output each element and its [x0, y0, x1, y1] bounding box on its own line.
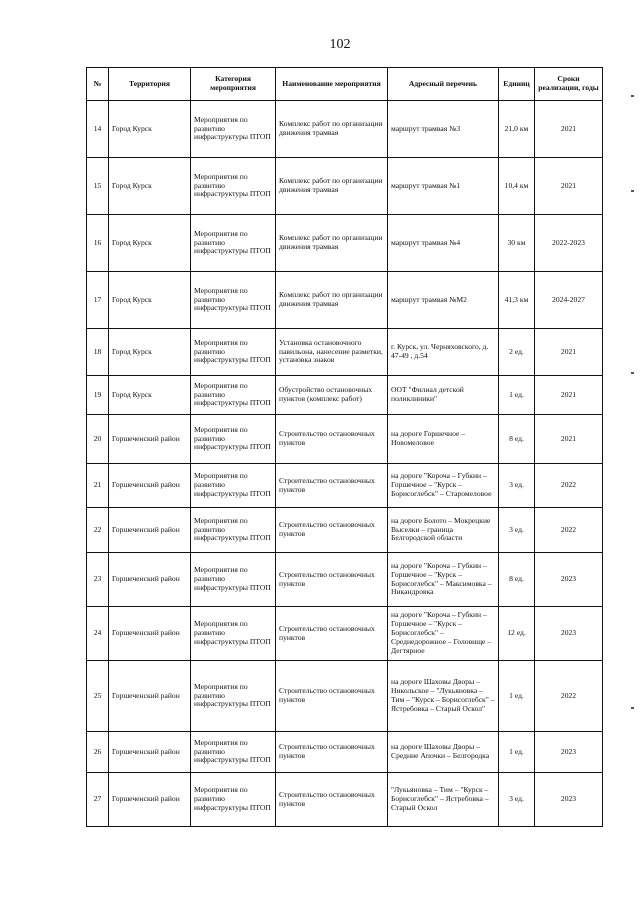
measure-name-cell: Строительство остановочных пунктов	[276, 464, 388, 508]
years-cell: 2023	[535, 773, 603, 827]
unit-cell: 8 ед.	[499, 415, 535, 464]
header-name: Наименование мероприятия	[276, 68, 388, 101]
table-row	[87, 158, 603, 215]
address-cell: на дороге Шаховы Дворы – Средние Апочки – Белгородка	[388, 732, 499, 773]
measure-name-cell: Комплекс работ по организации движения трамвая	[276, 101, 388, 158]
address-cell: маршрут трамвая №4	[388, 215, 499, 272]
row-number: 26	[87, 732, 109, 773]
table-row	[87, 415, 603, 464]
unit-cell: 3 ед.	[499, 773, 535, 827]
header-unit: Единиц	[499, 68, 535, 101]
category-cell: Мероприятия по развитию инфраструктуры ПТОП	[191, 101, 276, 158]
row-number: 20	[87, 415, 109, 464]
category-cell: Мероприятия по развитию инфраструктуры ПТОП	[191, 464, 276, 508]
row-number: 15	[87, 158, 109, 215]
measure-name-cell: Строительство остановочных пунктов	[276, 553, 388, 607]
measure-name-cell: Комплекс работ по организации движения трамвая	[276, 272, 388, 329]
territory-cell: Горшеченский район	[109, 661, 191, 732]
territory-cell: Горшеченский район	[109, 773, 191, 827]
address-cell: на дороге "Короча – Губкин – Горшечное – "Курск – Борисоглебск" – Максимовка – Никандровка	[388, 553, 499, 607]
unit-cell: 2 ед.	[499, 329, 535, 376]
measure-name-cell: Установка остановочного павильона, нанесение разметки, установка знаков	[276, 329, 388, 376]
territory-cell: Город Курск	[109, 158, 191, 215]
address-cell: "Лукьяновка – Тим – "Курск – Борисоглебск" – Ястребовка – Старый Оскол	[388, 773, 499, 827]
unit-cell: 1 ед.	[499, 376, 535, 415]
unit-cell: 21,0 км	[499, 101, 535, 158]
table-row	[87, 215, 603, 272]
unit-cell: 1 ед.	[499, 732, 535, 773]
row-number: 21	[87, 464, 109, 508]
measure-name-cell: Строительство остановочных пунктов	[276, 773, 388, 827]
category-cell: Мероприятия по развитию инфраструктуры ПТОП	[191, 272, 276, 329]
territory-cell: Город Курск	[109, 329, 191, 376]
table-row	[87, 508, 603, 553]
years-cell: 2023	[535, 553, 603, 607]
row-number: 14	[87, 101, 109, 158]
territory-cell: Горшеченский район	[109, 415, 191, 464]
address-cell: на дороге Болото – Мокрецкие Выселки – граница Белгородской области	[388, 508, 499, 553]
address-cell: на дороге Горшечное – Новомеловое	[388, 415, 499, 464]
years-cell: 2024-2027	[535, 272, 603, 329]
measures-table	[86, 67, 603, 827]
measure-name-cell: Комплекс работ по организации движения трамвая	[276, 215, 388, 272]
row-number: 18	[87, 329, 109, 376]
territory-cell: Горшеченский район	[109, 508, 191, 553]
row-number: 27	[87, 773, 109, 827]
table-row	[87, 773, 603, 827]
category-cell: Мероприятия по развитию инфраструктуры ПТОП	[191, 376, 276, 415]
territory-cell: Город Курск	[109, 272, 191, 329]
unit-cell: 30 км	[499, 215, 535, 272]
measure-name-cell: Обустройство остановочных пунктов (комплекс работ)	[276, 376, 388, 415]
row-number: 22	[87, 508, 109, 553]
measure-name-cell: Строительство остановочных пунктов	[276, 732, 388, 773]
category-cell: Мероприятия по развитию инфраструктуры ПТОП	[191, 215, 276, 272]
table-row	[87, 101, 603, 158]
category-cell: Мероприятия по развитию инфраструктуры ПТОП	[191, 508, 276, 553]
years-cell: 2021	[535, 376, 603, 415]
table-header-row	[87, 68, 603, 101]
years-cell: 2021	[535, 158, 603, 215]
territory-cell: Горшеченский район	[109, 464, 191, 508]
territory-cell: Город Курск	[109, 215, 191, 272]
unit-cell: 41,3 км	[499, 272, 535, 329]
years-cell: 2022	[535, 508, 603, 553]
measure-name-cell: Комплекс работ по организации движения трамвая	[276, 158, 388, 215]
measure-name-cell: Строительство остановочных пунктов	[276, 508, 388, 553]
category-cell: Мероприятия по развитию инфраструктуры ПТОП	[191, 661, 276, 732]
table-row	[87, 607, 603, 661]
category-cell: Мероприятия по развитию инфраструктуры ПТОП	[191, 329, 276, 376]
category-cell: Мероприятия по развитию инфраструктуры ПТОП	[191, 773, 276, 827]
address-cell: на дороге "Короча – Губкин – Горшечное – "Курск – Борисоглебск" – Среднедорожное – Головище – Дегтярное	[388, 607, 499, 661]
row-number: 16	[87, 215, 109, 272]
row-number: 19	[87, 376, 109, 415]
territory-cell: Горшеченский район	[109, 607, 191, 661]
table-row	[87, 661, 603, 732]
page-number: 102	[329, 37, 351, 52]
scan-artifact	[631, 190, 634, 192]
category-cell: Мероприятия по развитию инфраструктуры ПТОП	[191, 553, 276, 607]
territory-cell: Город Курск	[109, 376, 191, 415]
years-cell: 2022-2023	[535, 215, 603, 272]
address-cell: ООТ "Филиал детской поликлиники"	[388, 376, 499, 415]
row-number: 25	[87, 661, 109, 732]
category-cell: Мероприятия по развитию инфраструктуры ПТОП	[191, 732, 276, 773]
territory-cell: Город Курск	[109, 101, 191, 158]
row-number: 17	[87, 272, 109, 329]
category-cell: Мероприятия по развитию инфраструктуры ПТОП	[191, 158, 276, 215]
address-cell: на дороге "Короча – Губкин – Горшечное – "Курск – Борисоглебск" – Старомеловое	[388, 464, 499, 508]
years-cell: 2021	[535, 329, 603, 376]
years-cell: 2021	[535, 415, 603, 464]
header-territory: Территория	[109, 68, 191, 101]
address-cell: маршрут трамвая №1	[388, 158, 499, 215]
table-row	[87, 732, 603, 773]
unit-cell: 8 ед.	[499, 553, 535, 607]
address-cell: на дороге Шаховы Дворы – Никольское – "Лукьяновка – Тим – "Курск – Борисоглебск" – Ястребовка – Старый Оскол"	[388, 661, 499, 732]
unit-cell: 10,4 км	[499, 158, 535, 215]
years-cell: 2023	[535, 732, 603, 773]
table-row	[87, 272, 603, 329]
scan-artifact	[631, 707, 634, 709]
measure-name-cell: Строительство остановочных пунктов	[276, 415, 388, 464]
table-row	[87, 464, 603, 508]
years-cell: 2021	[535, 101, 603, 158]
row-number: 24	[87, 607, 109, 661]
header-category: Категория мероприятия	[191, 68, 276, 101]
header-terms: Сроки реализации, годы	[535, 68, 603, 101]
header-address: Адресный перечень	[388, 68, 499, 101]
header-num: №	[87, 68, 109, 101]
unit-cell: 1 ед.	[499, 661, 535, 732]
years-cell: 2023	[535, 607, 603, 661]
unit-cell: 3 ед.	[499, 508, 535, 553]
address-cell: маршрут трамвая №М2	[388, 272, 499, 329]
measure-name-cell: Строительство остановочных пунктов	[276, 661, 388, 732]
scan-artifact	[631, 95, 634, 97]
table-row	[87, 553, 603, 607]
unit-cell: 3 ед.	[499, 464, 535, 508]
table-row	[87, 329, 603, 376]
years-cell: 2022	[535, 464, 603, 508]
scan-artifact	[631, 372, 634, 374]
measure-name-cell: Строительство остановочных пунктов	[276, 607, 388, 661]
table-row	[87, 376, 603, 415]
territory-cell: Горшеченский район	[109, 553, 191, 607]
territory-cell: Горшеченский район	[109, 732, 191, 773]
years-cell: 2022	[535, 661, 603, 732]
category-cell: Мероприятия по развитию инфраструктуры ПТОП	[191, 415, 276, 464]
address-cell: г. Курск, ул. Черняховского, д. 47-49 , д.54	[388, 329, 499, 376]
row-number: 23	[87, 553, 109, 607]
address-cell: маршрут трамвая №3	[388, 101, 499, 158]
category-cell: Мероприятия по развитию инфраструктуры ПТОП	[191, 607, 276, 661]
unit-cell: 12 ед.	[499, 607, 535, 661]
